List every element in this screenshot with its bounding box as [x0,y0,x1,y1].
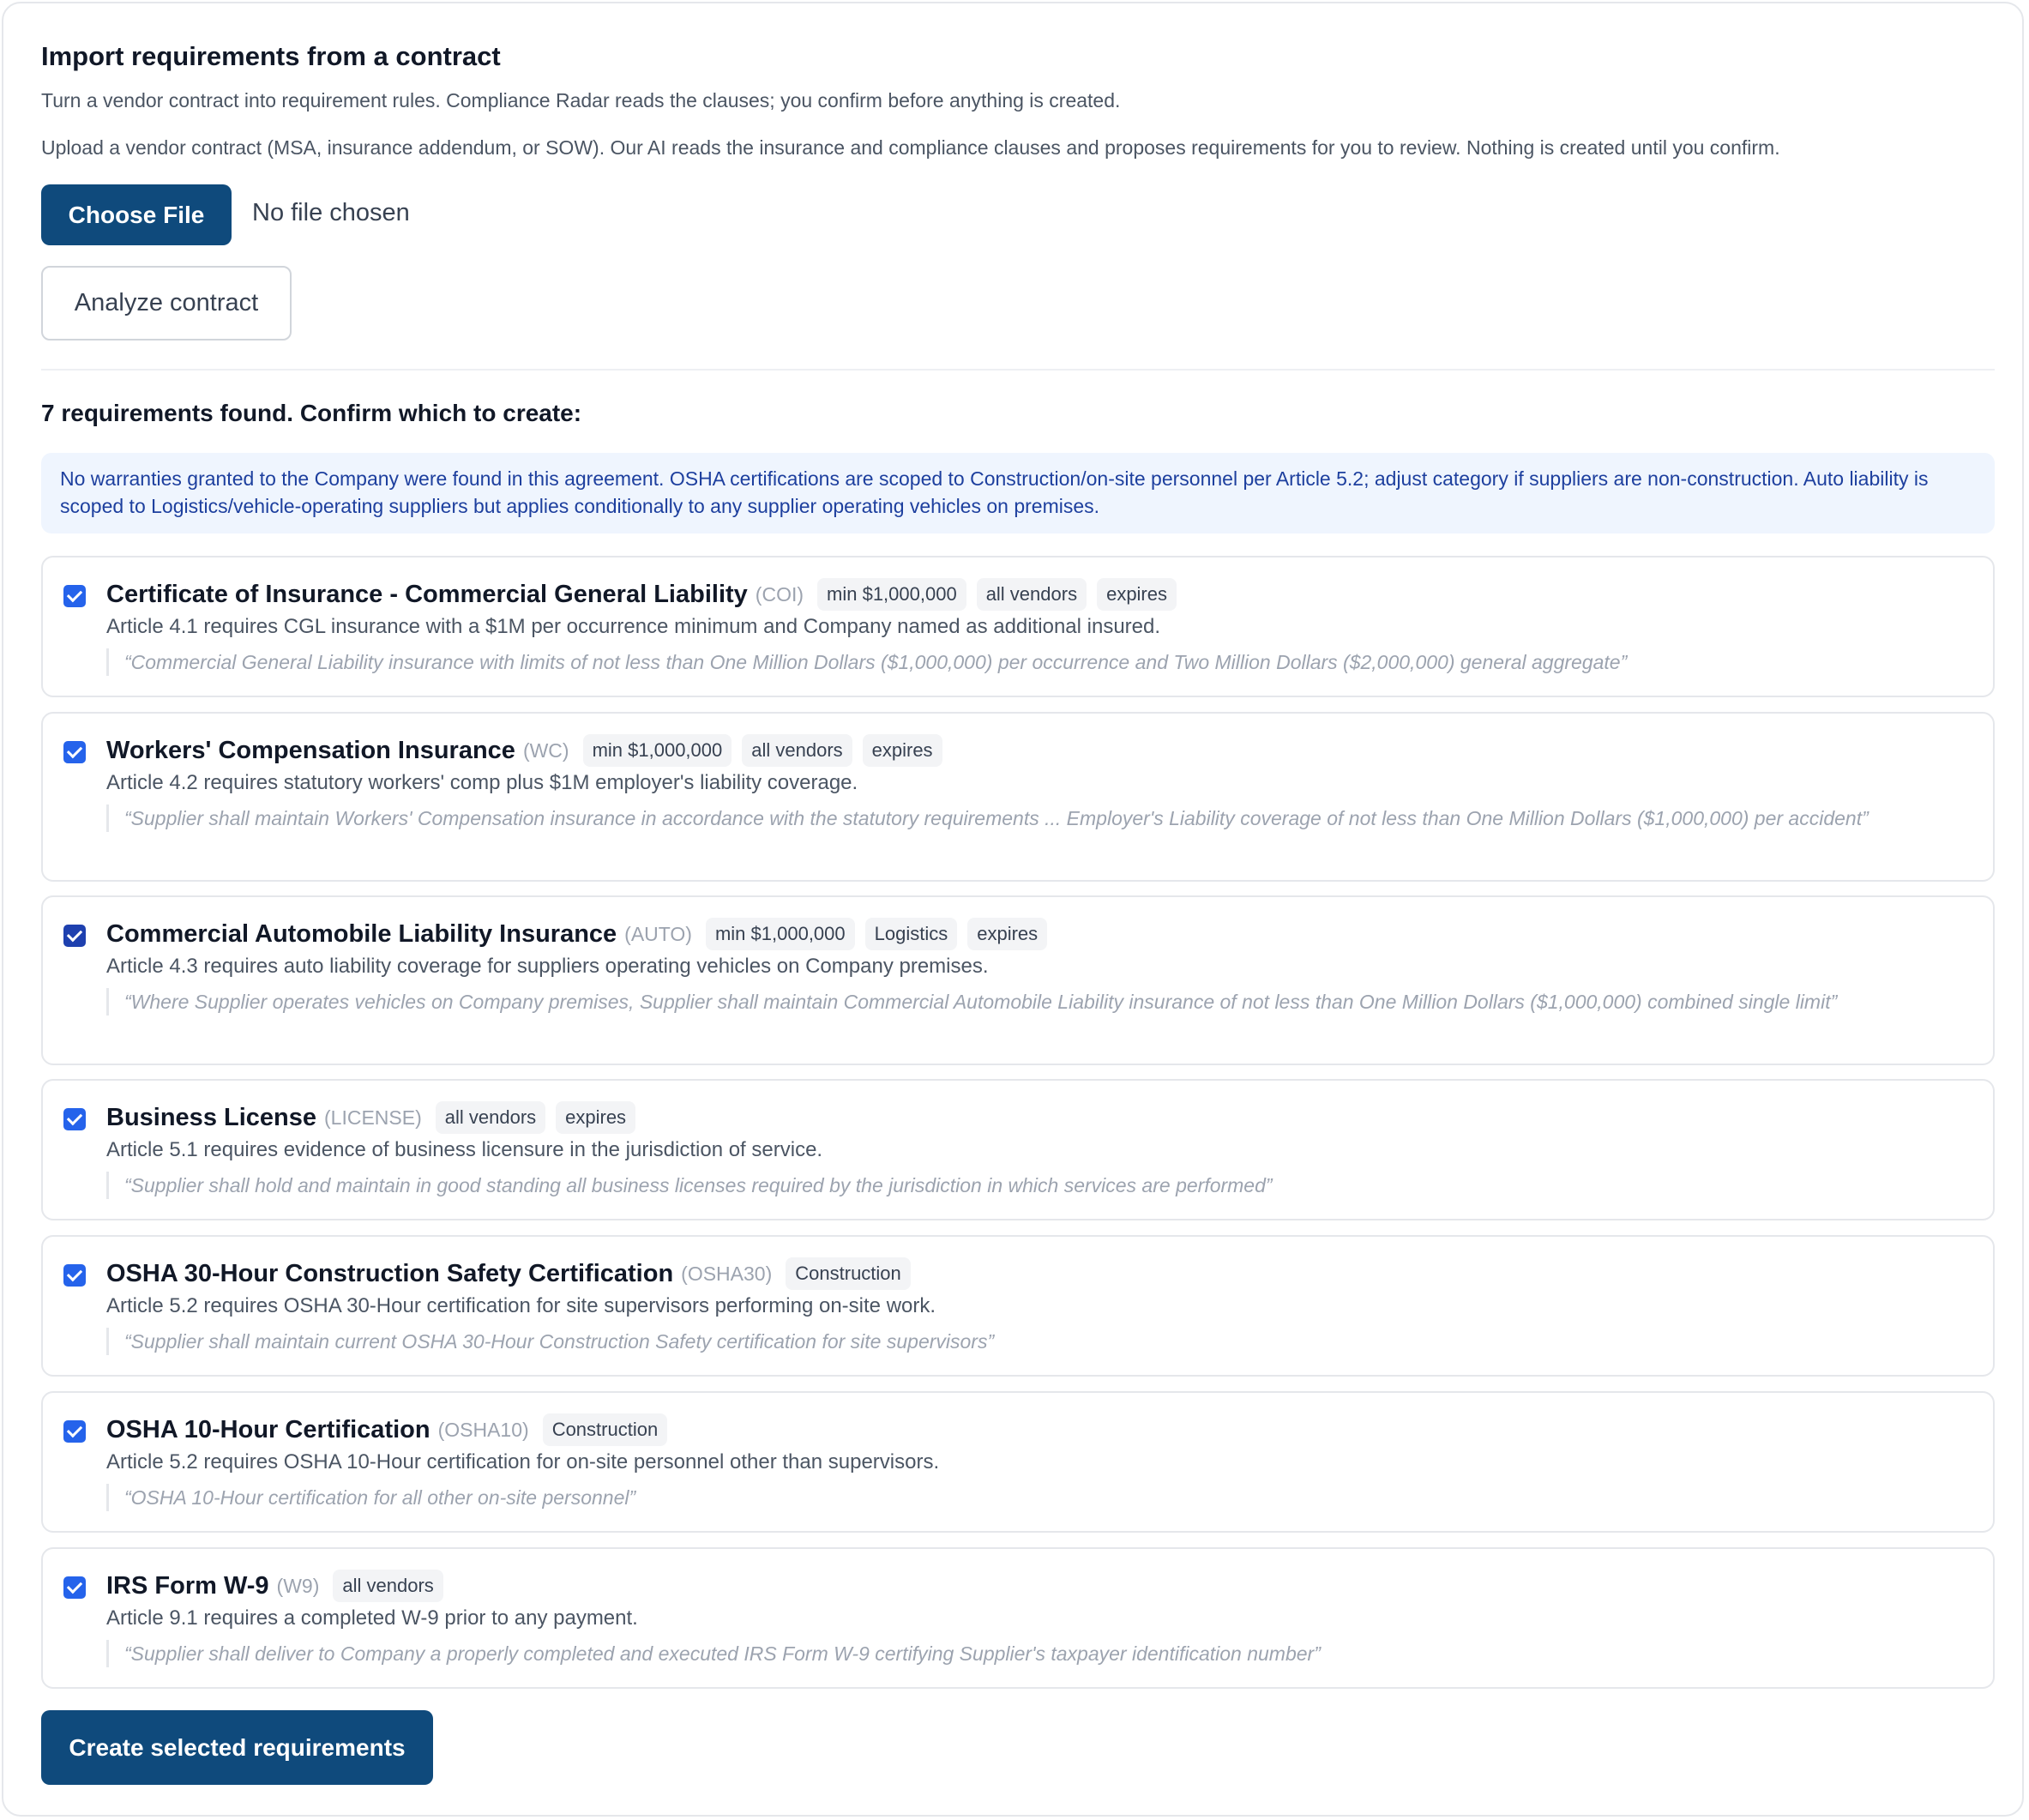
requirement-quote: “Supplier shall hold and maintain in good standing all business licenses required by the jurisdiction in which services are performed” [106,1172,1972,1199]
requirement-quote: “Where Supplier operates vehicles on Company premises, Supplier shall maintain Commercial Automobile Liability insurance of not less than One Million Dollars ($1,000,000) combined single limit” [106,988,1972,1015]
requirement-checkbox[interactable] [63,1420,86,1443]
requirement-summary: Article 5.2 requires OSHA 10-Hour certification for on-site personnel other than supervisors. [106,1450,940,1473]
requirement-summary: Article 4.3 requires auto liability coverage for suppliers operating vehicles on Company premises. [106,955,989,978]
requirement-tag: min $1,000,000 [583,734,732,767]
requirement-name: Commercial Automobile Liability Insurance [106,919,617,948]
import-panel [2,2,2024,1817]
requirement-tag: expires [967,918,1047,950]
requirement-name: Business License [106,1103,316,1131]
requirement-checkbox[interactable] [63,1576,86,1599]
requirement-tag: all vendors [436,1101,545,1134]
requirement-checkbox[interactable] [63,1108,86,1130]
requirement-summary: Article 5.1 requires evidence of business licensure in the jurisdiction of service. [106,1138,823,1161]
requirement-tag: expires [1097,578,1177,611]
file-status-text: No file chosen [252,199,410,226]
requirement-quote: “Supplier shall maintain Workers' Compensation insurance in accordance with the statutory requirements ... Employer's Liability coverage of not less than One Million Dollars ($1,000,000) per accident” [106,805,1972,832]
requirement-name: Workers' Compensation Insurance [106,736,515,764]
requirement-tag: min $1,000,000 [817,578,966,611]
requirement-summary: Article 4.1 requires CGL insurance with a $1M per occurrence minimum and Company named as additional insured. [106,615,1161,638]
requirement-summary: Article 5.2 requires OSHA 30-Hour certification for site supervisors performing on-site work. [106,1294,936,1317]
requirement-header [106,918,1047,950]
results-heading: 7 requirements found. Confirm which to create: [41,400,582,426]
create-selected-requirements-button[interactable]: Create selected requirements [41,1710,433,1785]
requirement-header [106,1570,443,1602]
requirement-name: OSHA 10-Hour Certification [106,1415,430,1443]
requirement-header [106,734,942,767]
requirement-name: Certificate of Insurance - Commercial General Liability [106,580,748,608]
requirement-header [106,1257,911,1290]
requirement-quote: “Supplier shall maintain current OSHA 30-Hour Construction Safety certification for site supervisors” [106,1328,1972,1355]
requirement-header [106,1413,667,1446]
requirement-checkbox[interactable] [63,1264,86,1287]
requirement-code: (AUTO) [624,922,692,945]
requirement-tag: all vendors [333,1570,443,1602]
analyze-contract-button[interactable]: Analyze contract [41,266,292,340]
requirement-header [106,578,1177,611]
page-title: Import requirements from a contract [41,41,501,71]
requirement-card [41,556,1995,697]
requirement-checkbox[interactable] [63,741,86,763]
requirement-code: (OSHA10) [437,1418,529,1441]
requirement-tag: all vendors [977,578,1087,611]
upload-description: Upload a vendor contract (MSA, insurance addendum, or SOW). Our AI reads the insurance and compliance clauses and proposes requirements for you to review. Nothing is created until you confirm. [41,136,1780,159]
requirement-card [41,1391,1995,1533]
requirement-checkbox[interactable] [63,585,86,607]
requirement-code: (COI) [755,582,804,606]
info-note: No warranties granted to the Company were found in this agreement. OSHA certifications are scoped to Construction/on-site personnel per Article 5.2; adjust category if suppliers are non-construction. Auto liability is scoped to Logistics/vehicle-operating suppliers but applies conditionally to any supplier operating vehicles on premises. [41,453,1995,533]
requirement-summary: Article 4.2 requires statutory workers' comp plus $1M employer's liability coverage. [106,771,858,794]
requirement-checkbox[interactable] [63,925,86,947]
requirement-tag: all vendors [742,734,852,767]
requirement-card [41,1235,1995,1377]
requirement-card [41,1079,1995,1220]
requirement-code: (OSHA30) [681,1262,773,1285]
section-divider [41,369,1995,371]
requirement-tag: Construction [786,1257,911,1290]
requirement-header [106,1101,635,1134]
requirement-name: IRS Form W-9 [106,1571,269,1600]
requirement-tag: min $1,000,000 [706,918,855,950]
requirement-quote: “Commercial General Liability insurance with limits of not less than One Million Dollars ($1,000,000) per occurrence and Two Million Dollars ($2,000,000) general aggregate” [106,648,1972,676]
choose-file-button[interactable]: Choose File [41,184,232,245]
requirement-card [41,895,1995,1065]
requirement-tag: Construction [543,1413,668,1446]
requirement-quote: “OSHA 10-Hour certification for all other on-site personnel” [106,1484,1972,1511]
requirement-card [41,712,1995,882]
requirement-tag: expires [863,734,942,767]
requirement-name: OSHA 30-Hour Construction Safety Certification [106,1259,674,1287]
requirement-tag: Logistics [865,918,958,950]
requirement-tag: expires [556,1101,635,1134]
requirement-summary: Article 9.1 requires a completed W-9 prior to any payment. [106,1606,638,1630]
requirement-code: (LICENSE) [324,1106,422,1129]
requirement-code: (WC) [522,738,569,762]
requirement-quote: “Supplier shall deliver to Company a properly completed and executed IRS Form W-9 certifying Supplier's taxpayer identification number” [106,1640,1972,1667]
requirement-card [41,1547,1995,1689]
page-subtitle: Turn a vendor contract into requirement rules. Compliance Radar reads the clauses; you confirm before anything is created. [41,89,1121,111]
requirement-code: (W9) [276,1574,320,1597]
